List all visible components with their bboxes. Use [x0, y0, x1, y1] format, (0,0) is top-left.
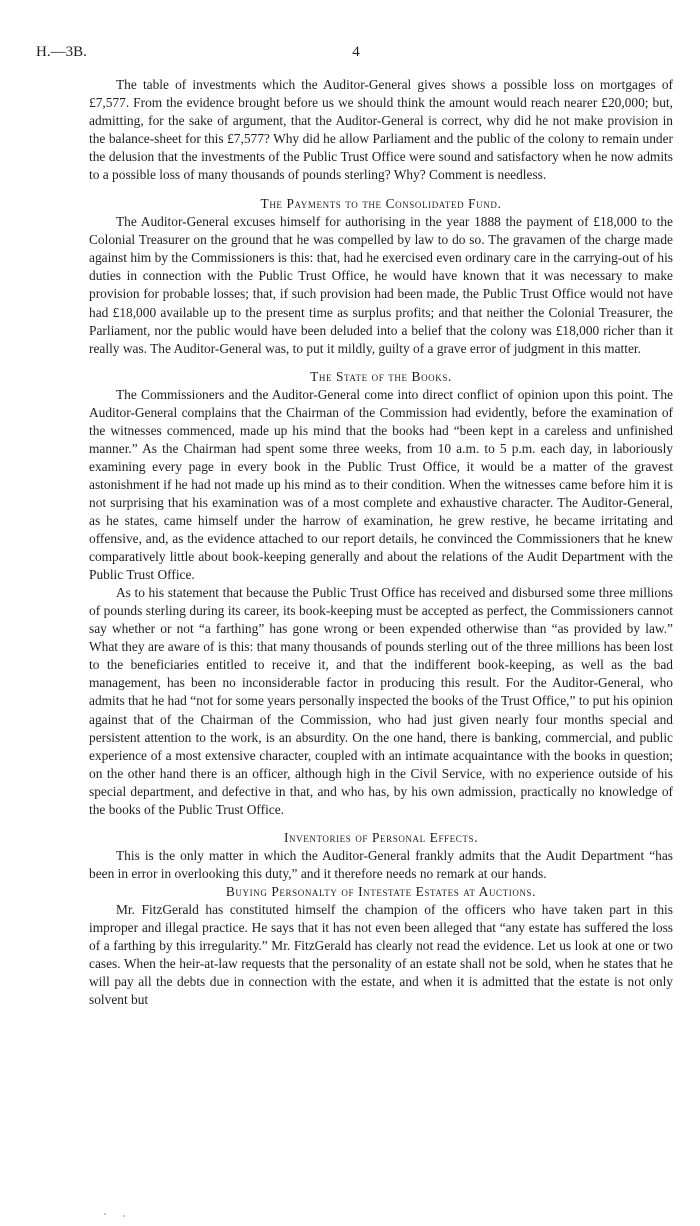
- paragraph-books-conflict: The Commissioners and the Auditor-General come into direct conflict of opinion upon this point. The Auditor-General complains that the Chairman of the Commission had evidently, before the examination of the witnesses commenced, made up his mind that the books had “been kept in a careless and unfinished manner.” As the Chairman had spent some three weeks, from 10 a.m. to 5 p.m. each day, in laboriously examining every page in every book in the Public Trust Office, it would be a matter of the gravest astonishment if he had not made up his mind as to their condition. When the witnesses came before him it is not surprising that his examination was of a most complete and exhaustive character. The Auditor-General, as he states, came himself under the harrow of examination, he grew restive, he became irritating and offensive, and, as the evidence attached to our report details, he convinced the Commissioners that he knew comparatively little about book-keeping generally and about the relations of the Audit Department with the Public Trust Office.: [89, 386, 673, 583]
- paragraph-books-statement: As to his statement that because the Public Trust Office has received and disbursed some three millions of pounds sterling during its career, its book-keeping must be accepted as perfect, the Commissioners cannot say whether or not “a farthing” has gone wrong or been expended otherwise than “as provided by law.” What they are aware of is this: that many thousands of pounds sterling out of the three millions has been lost to the beneficiaries entitled to receive it, and that the indifferent book-keeping, as well as the bad management, has been no inconsiderable factor in producing this result. For the Auditor-General, who admits that he had “not for some years personally inspected the books of the Trust Office,” to put his opinion against that of the Chairman of the Commission, who had just given nearly four months special and persistent attention to the work, is an absurdity. On the one hand, there is banking, commercial, and public experience of a most extensive character, coupled with an intimate acquaintance with the books in question; on the other hand there is an officer, although high in the Civil Service, with no experience outside of his special department, and defective in that, and who has, by his own admission, practically no knowledge of the books of the Public Trust Office.: [89, 585, 673, 817]
- page-header: [36, 44, 666, 68]
- scan-speck: [104, 1213, 106, 1215]
- heading-inventories: Inventories of Personal Effects.: [283, 829, 479, 845]
- heading-state-of-books: The State of the Books.: [310, 368, 452, 384]
- page-number: 4: [352, 44, 360, 60]
- document-reference: H.—3B.: [36, 44, 87, 60]
- paragraph-buying-personalty: Mr. FitzGerald has constituted himself the champion of the officers who have taken part in this improper and illegal practice. He says that it has not even been alleged that “any estate has suffered the loss of a farthing by this irregularity.” Mr. FitzGerald has clearly not read the evidence. Let us look at one or two cases. When the heir-at-law requests that the personality of an estate shall not be sold, when he states that he will pay all the debts due in connection with the estate, and when it is admitted that the estate is not only solvent but: [89, 901, 673, 1008]
- heading-payments-consolidated-fund: The Payments to the Consolidated Fund.: [260, 196, 502, 212]
- paragraph-investments: The table of investments which the Auditor-General gives shows a possible loss on mortgages of £7,577. From the evidence brought before us we should think the amount would reach nearer £20,000; but, admitting, for the sake of argument, that the Auditor-General is correct, why did he not make provision in the balance-sheet for this £7,577? Why did he allow Parliament and the public of the colony to remain under the delusion that the investments of the Public Trust Office were sound and satisfactory when he now admits to a possible loss of many thousands of pounds sterling? Why? Comment is needless.: [89, 77, 673, 183]
- paragraph-inventories: This is the only matter in which the Auditor-General frankly admits that the Audit Department “has been in error in overlooking this duty,” and it therefore needs no remark at our hands.: [89, 847, 673, 881]
- heading-buying-personalty: Buying Personalty of Intestate Estates at Auctions.: [225, 883, 537, 899]
- paragraph-payments: The Auditor-General excuses himself for authorising in the year 1888 the payment of £18,000 to the Colonial Treasurer on the ground that he was compelled by law to do so. The gravamen of the charge made against him by the Commissioners is this: that, had he exercised even ordinary care in the carrying-out of his duties in connection with the Public Trust Office, he would have known that it was necessary to make provision for probable losses; that, if such provision had been made, the Public Trust Office would not have had £18,000 available up to the present time as surplus profits; and that neither the Colonial Treasurer, the Parliament, nor the public would have been deluded into a belief that the colony was £18,000 richer than it really was. The Auditor-General was, to put it mildly, guilty of a grave error of judgment in this matter.: [89, 214, 673, 356]
- document-body: [89, 76, 673, 1009]
- scan-speck: [123, 1215, 125, 1217]
